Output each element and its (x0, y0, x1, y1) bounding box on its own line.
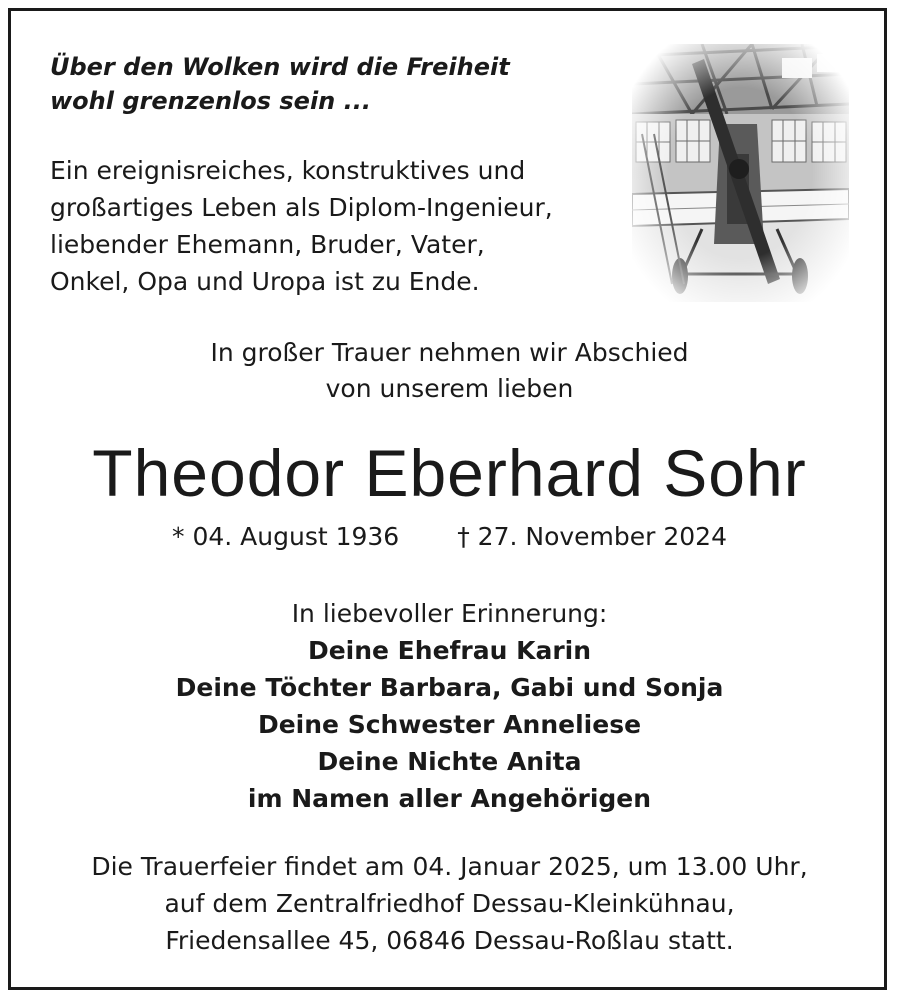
birth-date: * 04. August 1936 (172, 522, 400, 551)
vintage-airplane-photo (632, 44, 849, 302)
ceremony-line: Die Trauerfeier findet am 04. Januar 2025, um 13.00 Uhr, (91, 852, 808, 881)
intro-line: Onkel, Opa und Uropa ist zu Ende. (50, 267, 480, 296)
ceremony-line: auf dem Zentralfriedhof Dessau-Kleinkühnau, (164, 889, 735, 918)
family-member: Deine Töchter Barbara, Gabi und Sonja (175, 673, 724, 702)
intro-line: Ein ereignisreiches, konstruktives und (50, 156, 526, 185)
farewell-line: von unserem lieben (325, 374, 574, 403)
intro-line: liebender Ehemann, Bruder, Vater, (50, 230, 485, 259)
intro-line: großartiges Leben als Diplom-Ingenieur, (50, 193, 553, 222)
family-list (0, 632, 899, 817)
life-dates (0, 518, 899, 556)
farewell-line: In großer Trauer nehmen wir Abschied (210, 338, 689, 367)
family-member: Deine Nichte Anita (317, 747, 582, 776)
ceremony-line: Friedensallee 45, 06846 Dessau-Roßlau statt. (165, 926, 734, 955)
quote (50, 50, 610, 118)
quote-line: wohl grenzenlos sein ... (50, 87, 371, 115)
deceased-name: Theodor Eberhard Sohr (92, 436, 807, 510)
family-member: Deine Ehefrau Karin (307, 636, 592, 665)
death-date: † 27. November 2024 (457, 522, 727, 551)
quote-line: Über den Wolken wird die Freiheit (50, 53, 510, 81)
family-member: Deine Schwester Anneliese (257, 710, 642, 739)
farewell-text (0, 335, 899, 407)
remembrance-heading: In liebevoller Erinnerung: (291, 599, 608, 628)
family-member: im Namen aller Angehörigen (247, 784, 652, 813)
ceremony-info (0, 848, 899, 959)
intro-text (50, 152, 620, 300)
